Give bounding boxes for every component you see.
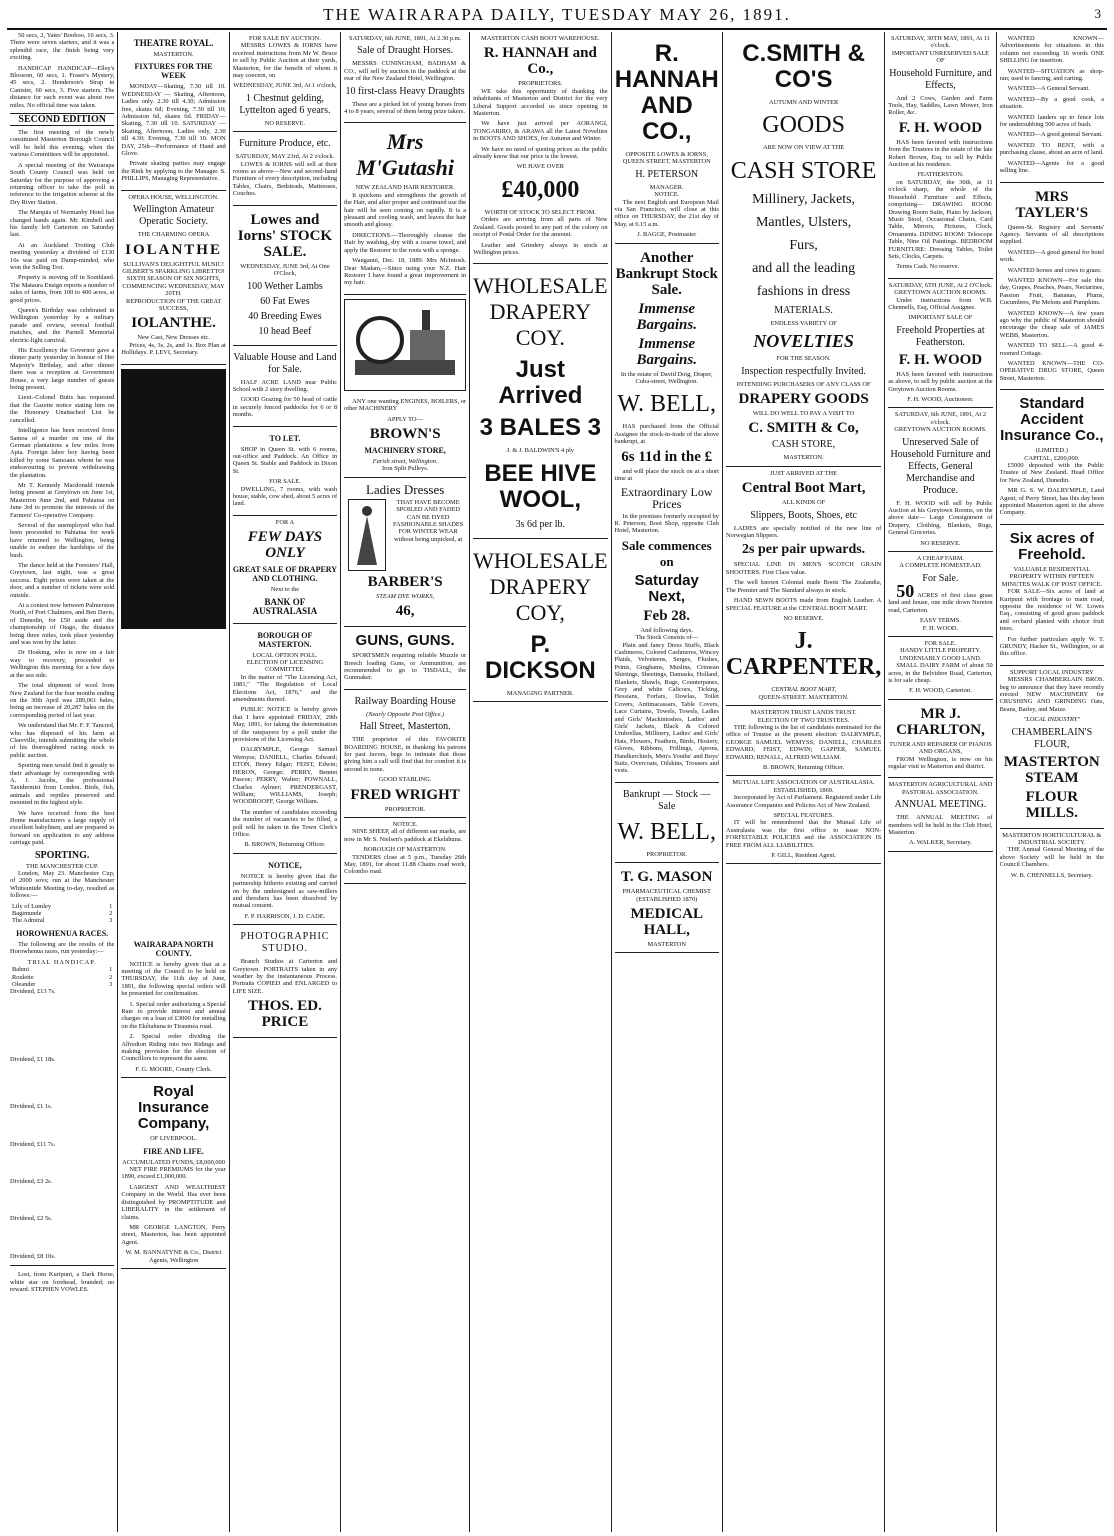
manchester-heading: THE MANCHESTER CUP. xyxy=(26,862,99,870)
trial-results xyxy=(10,966,114,988)
wanted-ad: WANTED KNOWN—Advertisements for situations in this column not exceeding 16 words ONE SHILLING for insertion. xyxy=(999,35,1105,65)
column-1: 50 secs, 2, Yates' Booboo, 10 secs, 3. There were seven starters, and it was a splendid race, the finish being very exciting. HANDICAP HANDICAP—Elley's Blossom, 60 secs, 1. Fraser's Mystery, 45 secs, 2. Henderson's Strap in Canister, 60 secs, 3. Five starters. The distance for each event was about two miles. No official time was taken. SECOND EDITION The first meeting of the newly constituted Masterton Borough Council will be held this evening, when the various Committees will be appointed. A special meeting of the Wairarapa South County Council was held on Saturday for the purpose of approving a returning officer to take the poll in reference to the irrigation scheme at the Dry River Station. The Marquis of Normanby Hotel has changed hands again. Mr. Kimbell and his family left Carterton on Saturday last. At an Auckland Trotting Club meeting yesterday a dividend of £130 16s was paid on Damp-minded, who won the Selling Trot. Property is moving off in Southland. The Mataura Ensign reports a number of sales of farms, from 100 to 400 acres, at good prices. Queen's Birthday was celebrated in Wellington yesterday by a military parade and review, several football matches, and the Parnell Memorial electric-light carnival. His Excellency the Governor gave a dinner party yesterday in honour of Her Majesty's Birthday, and after dinner there was a reception at Government House, a very large number of guests being present. Lieut.-Colonel Butts has requested that the Gazette notice stating him on the Honorary Unattached List be cancelled. Intelligence has been received from Samoa of a murder on one of the German plantations a few miles from Apia. Foreign labor boy having been killed by some Samoans whom he was endeavouring to prevent withdrawing the plantation. Mr T. Kennedy Macdonald intends being present at Greytown on June 1st, Masterton June 2nd, and Pahiatua on June 3rd to promote the interests of the Farmers' Co-operative Company. Several of the unemployed who had been proceeded to Pahiatua for work have returned to Wellington, being unable to endure the hardships of the bush. The dance held at the Foresters' Hall, Greytown, last night, was a great success. Eight prizes were taken at the door, and a number of tickets were sold outside. At a contest now between Palmerston North, of Port Chalmers, and Ben Davis, of Dunedin, for £50 aside and the championship of Otago, the distance being three miles, took place yesterday and was won by the latter. Dr Hosking, who is now on a fair way to recovery, proceeded to Wellington this morning for a few days at the sea side. The total shipment of wool from New Zealand for the four months ending on the 30th April was 289,061 bales, being an increase of 20,287 bales on the corresponding period of last year. We understand that Mr. F. F. Tancred, who has disposed of his farm at Clareville, intends submitting the whole of his thoroughbred racing stock to public auction. Sporting men would find it greatly to their advantage by corresponding with A. J. Jacobs, the professional Taxidermist from London. Birds, fish, animals and reptiles preserved and mounted in the highest style. We have received from the best Home manufacturers a large supply of excellent babylinen, and are prepared to forward on application to any address carriage paid. SPORTING. THE MANCHESTER CUP. London, May 23. Manchester Cup, of 2000 sovs; run at the Manchester Whitsuntide Meeting to-day, resulted as follows:— Lily of Lumley 1 Bagimunde 2 The Admiral 3 HOROWHENUA RACES. The following are the results of the Horowhenua races, run yesterday:— TRIAL HANDICAP. Bahmi 1 Roulette 2 Oleander 3 Dividend, £13 7s. Dividend, £1 18s. Dividend, £1 1s. Dividend, £11 7s. Dividend, £3 2s. Dividend, £2 5s. Dividend, £8 10s. Lost, from Kuripuni, a Dark Horse, white star on forehead, branded; no reward. STEPHEN VOWLES. xyxy=(7,32,118,1532)
table-row: Oleander 3 xyxy=(12,980,113,988)
horowhenua-heading: HOROWHENUA RACES. xyxy=(16,928,109,938)
bell-name-2: W. BELL, xyxy=(617,818,716,845)
wanted-ad: WANTED TO SELL—A good 4-roomed Cottage. xyxy=(999,342,1105,357)
newspaper-page xyxy=(7,2,1107,1532)
masthead-title: THE WAIRARAPA DAILY, TUESDAY MAY 26, 1891. xyxy=(323,5,791,24)
csmith-title: C.SMITH & CO'S xyxy=(742,40,865,93)
wanted-ad: WANTED TO RENT, with a purchasing clause, about an acre of land. xyxy=(999,141,1105,157)
column-2: THEATRE ROYAL. MASTERTON. FIXTURES FOR THE WEEK MONDAY—Skating, 7.30 till 10. WEDNESDAY — Skating, Afternoon, Ladies only. 2.30 till 4.30; Admission free, skates 6d; Evening, 7.30 till 10; Admission 6d, skates 6d. FRIDAY—Skating, 7.30 till 10. SATURDAY — Skating, Afternoon, Ladies only, 2.30 till 4.30; Evening, 7.30 till 10. MON DAY, 25th—Performance of Hand and Glove. Private skating parties may engage the Rink by applying to the Manager. S. PHILLIPS, Managing Representative. OPERA HOUSE, WELLINGTON. Wellington Amateur Operatic Society. THE CHARMING OPERA IOLANTHE SULLIVAN'S DELIGHTFUL MUSIC! GILBERT'S SPARKLING LIBRETTO! SIXTH SEASON OF SIX NIGHTS, COMMENCING WEDNESDAY, MAY 20TH. REPRODUCTION OF THE GREAT SUCCESS, IOLANTHE. New Cast, New Dresses etc. Prices, 4s, 3s, 2s, and 1s. Box Plan at Hollidays. P. LEVI, Secretary. WAIRARAPA NORTH COUNTY. NOTICE is hereby given that at a meeting of the Council to be held on THURSDAY, the 11th day of June, 1891, the following special orders will be presented for confirmation. 1. Special order authorising a Special Rate to provide interest and annual charges on a loan of £3000 for metalling on the Ekêtahuna to Tiraumea road. 2. Special order dividing the Alfredton Riding into two Ridings and making provision for the election of Councillors to represent the same. F. G. MOORE, County Clerk. Royal Insurance Company, OF LIVERPOOL. FIRE AND LIFE. ACCUMULATED FUNDS, £8,000,000 NET FIRE PREMIUMS for the year 1890, exceed £1,000,000. LARGEST AND WEALTHIEST Company in the World. Has ever been distinguished by PROMPTITUDE and LIBERALITY in the settlement of claims. MR GEORGE LANGTON, Perry street, Masterton, has been appointed Agent. W. M. BANNATYNE & Co., District Agents, Wellington xyxy=(118,32,229,1532)
lost-horse-advert: Lost, from Kuripuni, a Dark Horse, white star on forehead, branded; no reward. STEPHEN VOWLES. xyxy=(10,1271,115,1293)
table-row: Lily of Lumley 1 xyxy=(12,902,113,910)
browns-title: BROWN'S xyxy=(369,425,441,442)
few-days-title: FEW DAYS ONLY xyxy=(247,529,323,562)
column-3: FOR SALE BY AUCTION. MESSRS LOWES & IORNS have received instructions from Mr W. Bruce to sell by Public Auction at their yards, Masterton, for the benefit of whom it may concern, on WEDNESDAY, JUNE 3rd, At 1 o'clock, 1 Chestnut gelding, Lyttelton aged 6 years. NO RESERVE. Furniture Produce, etc. SATURDAY, MAY 23rd, At 2 o'clock. LOWES & IORNS will sell at their rooms as above—New and second-hand Furniture of every description, including Tables, Chairs, Bedsteads, Mattresses, Couches. Lowes and Iorns' STOCK SALE. WEDNESDAY, JUNE 3rd, At One O'Clock, 100 Wether Lambs 60 Fat Ewes 40 Breeding Ewes 10 head Beef Valuable House and Land for Sale. HALF ACRE LAND near Public School with 2 story dwelling. GOOD Grazing for 50 head of cattle in securely fenced paddocks for 6 or 8 months. TO LET. SHOP in Queen St. with 6 rooms, out-office and Paddock. An Office in Queen St. Stable and Paddock in Dixon St. FOR SALE. DWELLING, 7 rooms, with wash house, stable, cow shed, about 5 acres of land. FOR A FEW DAYS ONLY GREAT SALE OF DRAPERY AND CLOTHING. Next to the BANK OF AUSTRALASIA BOROUGH OF MASTERTON. LOCAL OPTION POLL. ELECTION OF LICENSING COMMITTEE. In the matter of "The Licensing Act, 1881," "The Regulation of Local Elections Act, 1876," and the amendments thereof. PUBLIC NOTICE is hereby given that I have appointed FRIDAY, 29th May, 1891, for taking the determination of the ratepayers by a poll under the provisions of the Licensing Act. DALRYMPLE, George Samuel Wemyss; DANIELL, Charles Edward; ETON, Henry Edgar; FEIST, Edwin; HERON, George; PERRY, Bennet Pascoe; PERRY, Walter; POWNALL, Charles Aylmer; PRENDERGAST, William; WILLIAMS, Joseph; WOODROOFF, George William. The number of candidates exceeding the number of vacancies to be filled, a poll will be taken in the Town Clerk's Office. B. BROWN, Returning Officer. NOTICE, NOTICE is hereby given that the partnership hitherto existing and carried on by the undersigned as saw-millers and threshers has been dissolved by mutual consent. F. P. HARRISON, J. D. CADE. PHOTOGRAPHIC STUDIO. Branch Studios at Carterton and Greytown. PORTRAITS taken in any weather by the instantaneous Process. Portraits COPIED and ENLARGED to LIFE SIZE. THOS. ED. PRICE xyxy=(230,32,341,1532)
mason-name: T. G. MASON xyxy=(621,869,713,886)
lady-figure-illustration xyxy=(348,499,386,571)
standard-accident-title: Standard Accident Insurance Co., xyxy=(1000,395,1104,445)
guns-title: GUNS, GUNS. xyxy=(355,632,455,650)
news-paragraph: 50 secs, 2, Yates' Booboo, 10 secs, 3. There were seven starters, and it was a splendid race, the finish being very exciting. xyxy=(10,32,115,62)
bell-name: W. BELL, xyxy=(617,391,716,418)
wanted-ad: WANTED—SITUATION as shop-ran; used to fancing, and carting. xyxy=(999,67,1105,83)
carpenter-name: J. CARPENTER, xyxy=(725,628,882,681)
theatre-heading: THEATRE ROYAL. xyxy=(133,38,214,48)
north-county-heading: WAIRARAPA NORTH COUNTY. xyxy=(133,939,214,958)
wanted-ad: WANTED—A good general Servant. xyxy=(1007,131,1103,139)
column-8: SATURDAY, 30TH MAY, 1891, At 11 o'clock. IMPORTANT UNRESERVED SALE OF Household Furniture, and Effects, And 2 Cows, Garden and Farm Tools, Hay, Saddles, Lawn Mower, Iron Roller, &c. F. H. WOOD HAS been favored with instructions from the Trustees in the estate of the late Robert Brown, Esq. to sell by Public Auction at his residence. FEATHERSTON. on SATURDAY, the 30th, at 11 o'clock sharp, the whole of the Household Furniture and Effects, comprising— DRAWING ROOM: Drawing Room Suite, Piano by Jackson, Music Stool, Occasional Chairs, Card Table, Mirrors, Pictures, Clock, Ornaments. DINING ROOM: Telescope Table, Nine Oil Paintings. BEDROOM FURNITURE: Dressing Tables, Toilet Sets, Clocks, Carpets. Terms Cash. No reserve. SATURDAY, 6TH JUNE, At 2 O'Clock. GREYTOWN AUCTION ROOMS. Under instructions from W.B. Chennells, Esq, Official Assignee. IMPORTANT SALE OF Freehold Properties at Featherston. F. H. WOOD HAS been favored with instructions as above, to sell by public auction at the Greytown Auction Rooms. F. H. WOOD, Auctioneer. SATURDAY, 6th JUNE, 1891, At 2 o'clock. GREYTOWN AUCTION ROOMS. Unreserved Sale of Household Furniture and Effects, General Merchandise and Produce. F. H. WOOD will sell by Public Auction at his Greytown Rooms, on the above date— Large Consignment of Drapery, Clothing, Blankets, Rugs, General Groceries. NO RESERVE. A CHEAP FARM. A COMPLETE HOMESTEAD. For Sale. 50 ACRES of first class grass land and house, one mile down Nereton road, Carterton. EASY TERMS. F. H. WOOD. FOR SALE. HANDY LITTLE PROPERTY. UNDENIABLY GOOD LAND. SMALL DAIRY FARM of about 50 acres, in the Belvidere Road, Carterton, is for sale cheap. F. H. WOOD, Carterton. MR J. CHARLTON, TUNER AND REPAIRER OF PIANOS AND ORGANS, FROM Wellington, is now on his regular visit to Masterton and district. MASTERTON AGRICULTURAL AND PASTORAL ASSOCIATION. ANNUAL MEETING. THE ANNUAL MEETING of members will be held in the Club Hotel, Masterton. A. WALKER, Secretary. xyxy=(885,32,996,1532)
dickson-name: P. DICKSON xyxy=(485,630,596,684)
wanted-ad: WANTED—A General Servant. xyxy=(1007,85,1090,93)
wanted-ad: WANTED horses and cows to graze. xyxy=(1007,266,1102,274)
price-signature: THOS. ED. PRICE xyxy=(248,998,322,1031)
stock-sale-title: Lowes and Iorns' STOCK SALE. xyxy=(237,211,333,260)
table-row: Bahmi 1 xyxy=(12,966,113,974)
wanted-ad: WANTED—By a good cook, a situation. xyxy=(999,95,1105,111)
second-edition-heading: SECOND EDITION xyxy=(10,113,114,126)
wanted-ad: WANTED landers up to fence lots for undersubbing 500 acres of bush. xyxy=(999,113,1105,129)
sporting-heading: SPORTING. xyxy=(34,849,90,861)
page-number: 3 xyxy=(1094,6,1103,21)
royal-insurance-title: Royal Insurance Company, xyxy=(137,1083,210,1133)
table-row: Bagimunde 2 xyxy=(12,910,113,918)
column-7: C.SMITH & CO'S AUTUMN AND WINTER GOODS ARE NOW ON VIEW AT THE CASH STORE Millinery, Jackets, Mantles, Ulsters, Furs, and all the leading fashions in dress MATERIALS. ENDLESS VARIETY OF NOVELTIES FOR THE SEASON. Inspection respectfully Invited. INTENDING PURCHASERS OF ANY CLASS OF DRAPERY GOODS WILL DO WELL TO PAY A VISIT TO C. SMITH & Co, CASH STORE, MASTERTON. JUST ARRIVED AT THE Central Boot Mart, ALL KINDS OF Slippers, Boots, Shoes, etc LADIES are specially notified of the new line of Norwegian Slippers. 2s per pair upwards. SPECIAL LINE IN MEN'S SCOTCH GRAIN SHOOTERS. First Class value. The well known Colonial made Boots The Zealandia, The Premier and The Standard always in stock. HAND SEWN BOOTS made from English Leather. A SPECIAL FEATURE at the CENTRAL BOOT MART. NO RESERVE. J. CARPENTER, CENTRAL BOOT MART, QUEEN-STREET. MASTERTON. MASTERTON TRUST LANDS TRUST. ELECTION OF TWO TRUSTEES. THE following is the list of candidates nominated for the office of Trustee at the present election: DALRYMPLE, GEORGE SAMUEL WEMYSS; DANIELL, CHARLES EDWARD; FEIST, EDWIN; GAPPER, SAMUEL EDWARD; RENALL, ALFRED WILLIAM. B. BROWN, Returning Officer. MUTUAL LIFE ASSOCIATION OF AUSTRALASIA. ESTABLISHED, 1869. Incorporated by Act of Parliament. Registered under Life Assurance Companies and Policies Act of New Zealand. SPECIAL FEATURES. IT will be remembered that the Mutual Life of Australasia was the first office to issue NON-FORFEITABLE POLICIES and the ASSOCIATION IS FREE FROM ALL LIABILITIES. P. GILL, Resident Agent. xyxy=(723,32,885,1532)
wholesale-drapery-title: WHOLESALE DRAPERY COY. xyxy=(473,273,608,351)
hannah-title: R. HANNAH and Co., xyxy=(483,45,597,78)
table-row: Roulette 2 xyxy=(12,973,113,981)
just-arrived: Just Arrived xyxy=(498,356,583,410)
iolanthe-title: IOLANTHE xyxy=(125,241,222,258)
beehive-wool: BEE HIVE WOOL, xyxy=(484,459,597,513)
wanted-ad: WANTED—A good general for hotel work. xyxy=(999,248,1105,264)
cash-store-title: CASH STORE xyxy=(730,157,877,184)
manchester-results xyxy=(10,903,114,925)
gutashi-title: Mrs M'Gutashi xyxy=(356,129,455,181)
wholesale-drapery-title-2: WHOLESALE DRAPERY COY, xyxy=(473,547,608,625)
column-9: WANTED KNOWN—Advertisements for situations in this column not exceeding 16 words ONE SHILLING for insertion. WANTED—SITUATION as shop-ran; used to fancing, and carting. WANTED—A General Servant. WANTED—By a good cook, a situation. WANTED landers up to fence lots for undersubbing 500 acres of bush. WANTED—A good general Servant. WANTED TO RENT, with a purchasing clause, about an acre of land. WANTED—Agents for a good selling line. MRS TAYLER'S Queen-St. Registry and Servants' Agency. Servants of all descriptions supplied. WANTED—A good general for hotel work. WANTED horses and cows to graze. WANTED KNOWN—For sale this day, Grapes, Peaches, Pears, Nectarines, Passion Fruit, Bananas, Plums, Cucumbers, Pie Melons and Pumpkins. WANTED KNOWN—A few years ago why the public of Masterton should encourage the cheap sale of JAMES WEBB, Masterton. WANTED TO SELL—A good 4-roomed Cottage. WANTED KNOWN—THE CO-OPERATIVE DRUG STORE, Queen Street, Masterton. Standard Accident Insurance Co., (LIMITED.) CAPITAL, £200,000. £5000 deposited with the Public Trustee of New Zealand. Head Office for New Zealand, Dunedin. MR G. S. W. DALRYMPLE, Land Agent, of Perry Street, has this day been appointed Masterton agent to the above Company. Six acres of Freehold. VALUABLE RESIDENTIAL PROPERTY WITHIN FIFTEEN MINUTES WALK OF POST OFFICE. FOR SALE—Six acres of land at Kuripuni with frontage to main road, opposite the residence of W. Lowes Esq., consisting of good grass paddock and orchard planted with choice fruit trees. For further particulars apply W. T. GRUNDY, Hacker St., Wellington, or at this office. SUPPORT LOCAL INDUSTRY MESSRS CHAMBERLAIN BROS. beg to announce that they have recently erected NEW MACHINERY for CRUSHING AND GRINDING Oats, Beans, Barley, and Maize. "LOCAL INDUSTRY" CHAMBERLAIN'S FLOUR, MASTERTON STEAM FLOUR MILLS. MASTERTON HORTICULTURAL & INDUSTRIAL SOCIETY. THE Annual General Meeting of the above Society will be held in the Council Chambers. W. B. CHENNELLS, Secretary. xyxy=(997,32,1107,1532)
column-5: MASTERTON CASH BOOT WAREHOUSE. R. HANNAH and Co., PROPRIETORS. WE take this opportunity of thanking the inhabitants of Masterton and District for the very Liberal Support accorded us since opening in Masterton. We have just arrived per AORANGI, TONGARIRO, & ARAWA all the Latest Novelties in BOOTS AND SHOES, for Autumn and Winter. We have no need of quoting prices as the public already know that our price is the lowest. WE HAVE OVER £40,000 WORTH OF STOCK TO SELECT FROM. Orders are arriving from all parts of New Zealand. Goods posted to any part of the colony on receipt of Postal Order for the amount. Leather and Grindery always in stock at Wellington prices. WHOLESALE DRAPERY COY. Just Arrived 3 BALES 3 J. & J. BALDWIN'S 4 ply BEE HIVE WOOL, 3s 6d per lb. WHOLESALE DRAPERY COY, P. DICKSON MANAGING PARTNER. xyxy=(470,32,611,1532)
amount-figure: £40,000 xyxy=(501,176,580,203)
table-row: The Admiral 3 xyxy=(12,917,113,925)
engine-illustration xyxy=(344,299,466,391)
hannah-co-title: R. HANNAH AND CO., xyxy=(614,40,719,145)
photographic-title: PHOTOGRAPHIC STUDIO. xyxy=(240,931,330,955)
blacked-out-region xyxy=(121,369,225,629)
wanted-ad: WANTED—Agents for a good selling line. xyxy=(999,159,1105,175)
masthead xyxy=(7,2,1107,30)
column-6: R. HANNAH AND CO., OPPOSITE LOWES & IORNS, QUEEN STREET, MASTERTON H. PETERSON MANAGER. NOTICE. The next English and European Mail via San Francisco, will close at this office on THURSDAY, the 21st day of May, at 6.15 a.m. J. BAGGE, Postmaster Another Bankrupt Stock Sale. Immense Bargains. Immense Bargains. In the estate of David Doig, Draper, Cuba-street, Wellington. W. BELL, HAS purchased from the Official Assignee the stock-in-trade of the above bankrupt, at 6s 11d in the £ and will place the stock on at a short time at Extraordinary Low Prices In the premises formerly occupied by R. Peterson, Boot Shop, opposite Club Hotel, Masterton. Sale commences on Saturday Next, Feb 28. And following days. The Stock Consists of— Plain and fancy Dress Stuffs, Black Cashmeres, Colored Cashmeres, Wincey Plaids, Velveteens, Serges, Flushes, Prints, Ginghams, Muslins, Crimean Shirtings, Sheetings, Damasks, Holland, Blankets, Shawls, Rugs, Counterpanes, Grey and white Calicoes, Ticking, Hessians, Forfars, Dowlas, Toilet Covers, Antimacassars, Table Covers, Lace Curtains, Towels, Towels, Ladies and Girls' Mackintoshes, Ladies' and Girls' Jackets, Black & Colored Umbrellas, Millinery, Ladies' and Girls' Hats, Flowers, Feathers, Birds, Hosiery, Gloves, Ribbons, Frillings, Aprons, Handkerchiefs, Men's Youths' and Boys' Suits, Overcoats, Oilskins, Trousers and vests. Bankrupt — Stock — Sale W. BELL, PROPRIETOR. T. G. MASON PHARMACEUTICAL CHEMIST (ESTABLISHED 1870) MEDICAL HALL, MASTERTON xyxy=(612,32,723,1532)
column-4: SATURDAY, 6th JUNE, 1891, At 2.30 p.m. Sale of Draught Horses. MESSRS CUNINGHAM, BADHAM & CO., will sell by auction in the paddock at the rear of the New Zealand Hotel, Wellington. 10 first-class Heavy Draughts These are a picked lot of young horses from 4 to 8 years, several of them being prize takers. Mrs M'Gutashi NEW ZEALAND HAIR RESTORER. It quickens and strengthens the growth of the Hair, and after proper and continued use the hair will be seen coming on rapidly. It is a pleasant and cooling wash, and leaves the hair smooth and glossy. DIRECTIONS.—Thoroughly cleanse the Hair by washing, dry with a coarse towel, and apply the Restorer to the roots with a sponge. Wanganui, Dec. 18, 1889. Mrs McIntosh. Dear Madam,—Since using your N.Z. Hair Restorer I have found a great improvement in my hair. ANY one wanting ENGINES, BOILERS, or other MACHINERY APPLY TO— BROWN'S MACHINERY STORE, Farish street, Wellington. Iron Split Pulleys. Ladies Dresses THAT HAVE BECOME SPOILED AND FADED CAN BE DYED FASHIONABLE SHADES FOR WINTER WEAR without being unpicked, at BARBER'S STEAM DYE WORKS, 46, GUNS, GUNS. SPORTSMEN requiring reliable Muzzle or Breech loading Guns, or Ammunition, are recommended to go to TISDALL, the Gunmaker. Railway Boarding House (Nearly Opposite Post Office.) Hall Street, Masterton. THE proprietor of this FAVORITE BOARDING HOUSE, in thanking his patrons for past favors, begs to intimate that those giving him a call will find that for comfort it is second to none. GOOD STABLING. FRED WRIGHT PROPRIETOR. NOTICE. NINE SHEEP, all of different ear marks, are now in Mr S. Nielsen's paddock at Ekelahuna. BOROUGH OF MASTERTON. TENDERS close at 5 p.m., Tuesday 26th May, 1891, for about 11.88 Chains road work, Colombo road. xyxy=(341,32,470,1532)
bales-title: 3 BALES 3 xyxy=(479,414,602,442)
